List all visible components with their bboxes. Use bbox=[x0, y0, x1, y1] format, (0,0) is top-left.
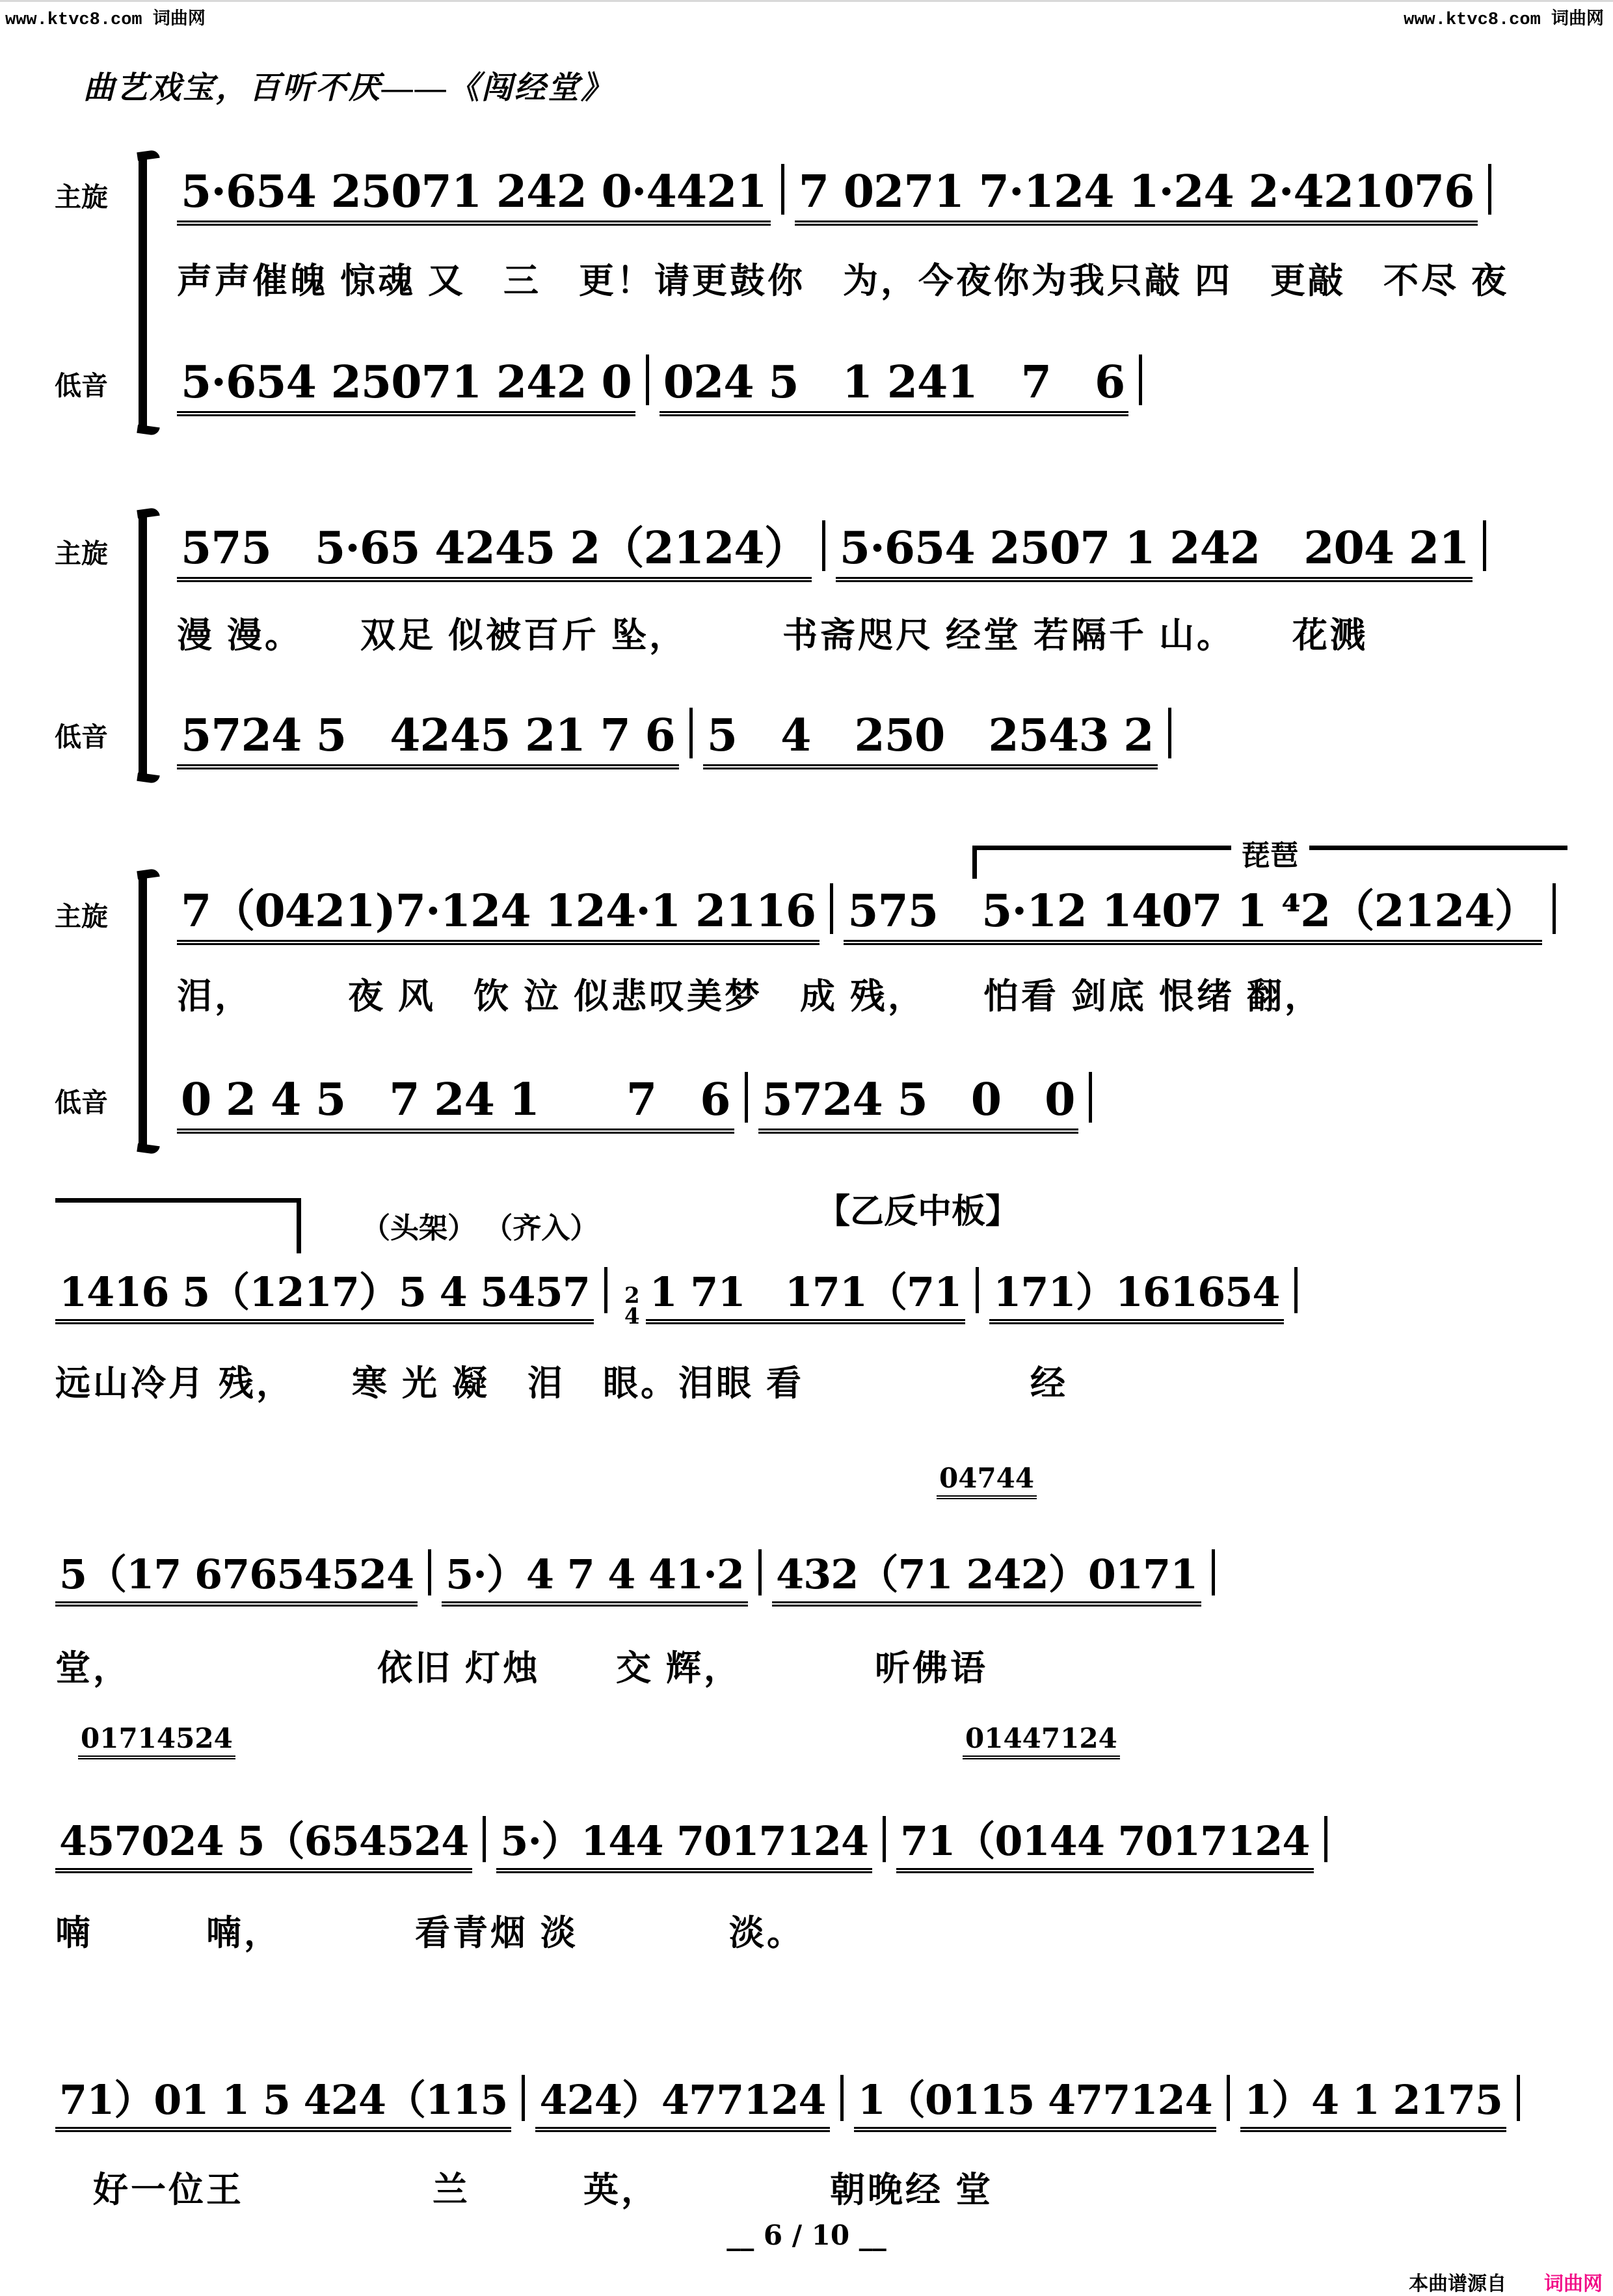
barline bbox=[1227, 2075, 1230, 2121]
barline bbox=[1517, 2075, 1520, 2121]
barline bbox=[1488, 164, 1491, 215]
measure: 575 5·65 4245 2（2124） bbox=[177, 525, 812, 582]
barline bbox=[840, 2075, 844, 2121]
measure: 7 0271 7·124 1·24 2·421076 bbox=[795, 168, 1478, 226]
barline bbox=[689, 708, 693, 758]
measure: 1 71 171（71 bbox=[646, 1271, 966, 1324]
barline bbox=[1324, 1816, 1327, 1862]
page-number: __ 6 / 10 __ bbox=[727, 2219, 886, 2251]
measure: 71（0144 7017124 bbox=[896, 1820, 1313, 1873]
measure: 1）4 1 2175 bbox=[1240, 2079, 1506, 2132]
ossia-figure: 01714524 bbox=[78, 1725, 235, 1759]
barline bbox=[822, 520, 825, 571]
notation-main-2 bbox=[177, 520, 1497, 582]
barline bbox=[483, 1816, 486, 1862]
pipa-bracket-end bbox=[55, 1198, 301, 1203]
barline bbox=[522, 2075, 525, 2121]
barline bbox=[976, 1267, 979, 1313]
pipa-label: 琵琶 bbox=[1231, 832, 1309, 874]
credit-site-name: 词曲网 bbox=[1544, 2273, 1603, 2295]
barline bbox=[428, 1549, 431, 1595]
system-brace bbox=[139, 514, 147, 777]
barline bbox=[604, 1267, 607, 1313]
measure: 424）477124 bbox=[535, 2079, 829, 2132]
barline bbox=[781, 164, 784, 215]
measure: 5 4 250 2543 2 bbox=[703, 712, 1158, 769]
lyrics-line-5: 堂， 依旧 灯烛 交 辉， 听佛语 bbox=[55, 1649, 989, 1688]
lyrics-line-1: 声声催魄 惊魂 又 三 更！请更鼓你 为，今夜你为我只敲 四 更敲 不尽 夜 bbox=[177, 261, 1510, 300]
measure: 5·）144 7017124 bbox=[496, 1820, 872, 1873]
notation-main-3 bbox=[177, 883, 1566, 945]
stage-direction-note: （头架） （齐入） bbox=[362, 1212, 599, 1244]
lyrics-line-4: 远山冷月 残， 寒 光 凝 泪 眼。泪眼 看 经 bbox=[55, 1364, 1069, 1403]
measure: 5724 5 0 0 bbox=[758, 1076, 1079, 1134]
measure: 5724 5 4245 21 7 6 bbox=[177, 712, 679, 769]
notation-bass-2 bbox=[177, 708, 1182, 769]
page-edge bbox=[0, 0, 1613, 2]
measure: 1（0115 477124 bbox=[854, 2079, 1216, 2132]
notation-line-5 bbox=[55, 1549, 1225, 1607]
part-label-bass: 低音 bbox=[55, 722, 108, 752]
measure: 5·654 25071 242 0 bbox=[177, 359, 635, 416]
barline bbox=[883, 1816, 886, 1862]
measure: 575 5·12 1407 1 ⁴2（2124） bbox=[844, 888, 1542, 945]
measure: 457024 5（654524 bbox=[55, 1820, 472, 1873]
barline bbox=[646, 354, 649, 405]
barline bbox=[1553, 883, 1556, 934]
measure: 5·654 25071 242 0·4421 bbox=[177, 168, 771, 226]
barline bbox=[1139, 354, 1142, 405]
system-brace bbox=[139, 875, 147, 1148]
lyrics-line-3: 泪， 夜 风 饮 泣 似悲叹美梦 成 残， 怕看 剑底 恨绪 翻， bbox=[177, 977, 1323, 1016]
watermark-top-right: www.ktvc8.com 词曲网 bbox=[1404, 10, 1604, 30]
measure: 5·654 2507 1 242 204 21 bbox=[836, 525, 1473, 582]
lyrics-line-6: 喃 喃， 看青烟 淡 淡。 bbox=[55, 1914, 805, 1953]
notation-main-1 bbox=[177, 164, 1502, 226]
pipa-passage-bracket bbox=[972, 840, 1567, 872]
part-label-bass: 低音 bbox=[55, 1088, 108, 1117]
lyrics-line-2: 漫 漫。 双足 似被百斤 坠， 书斋咫尺 经堂 若隔千 山。 花溅 bbox=[177, 616, 1368, 655]
barline bbox=[1483, 520, 1486, 571]
notation-line-4 bbox=[55, 1267, 1308, 1328]
notation-line-7 bbox=[55, 2075, 1530, 2132]
time-signature: 2 4 bbox=[624, 1283, 639, 1330]
notation-bass-3 bbox=[177, 1072, 1102, 1134]
part-label-main: 主旋 bbox=[55, 901, 108, 931]
barline bbox=[1294, 1267, 1298, 1313]
measure: 024 5 1 241 7 6 bbox=[660, 359, 1129, 416]
barline bbox=[1212, 1549, 1215, 1595]
barline bbox=[758, 1549, 762, 1595]
section-mark-yifan-zhongban: 【乙反中板】 bbox=[816, 1193, 1020, 1231]
barline bbox=[830, 883, 833, 934]
system-brace bbox=[139, 156, 147, 429]
page-title: 曲艺戏宝，百听不厌——《闯经堂》 bbox=[83, 71, 615, 105]
measure: 7（0421)7·124 124·1 2116 bbox=[177, 888, 820, 945]
barline bbox=[1168, 708, 1171, 758]
measure: 0 2 4 5 7 24 1 7 6 bbox=[177, 1076, 734, 1134]
barline bbox=[1089, 1072, 1092, 1123]
measure: 1416 5（1217）5 4 5457 bbox=[55, 1271, 594, 1324]
part-label-bass: 低音 bbox=[55, 371, 108, 401]
credit-text: 本曲谱源自 bbox=[1409, 2273, 1506, 2295]
ossia-figure: 01447124 bbox=[963, 1725, 1120, 1759]
measure: 5（17 67654524 bbox=[55, 1553, 418, 1607]
lyrics-line-7: 好一位王 兰 英， 朝晚经 堂 bbox=[55, 2170, 994, 2209]
notation-line-6 bbox=[55, 1816, 1338, 1873]
ossia-figure: 04744 bbox=[937, 1465, 1037, 1499]
watermark-top-left: www.ktvc8.com 词曲网 bbox=[5, 10, 206, 30]
measure: 432（71 242）0171 bbox=[772, 1553, 1201, 1607]
part-label-main: 主旋 bbox=[55, 182, 108, 212]
barline bbox=[745, 1072, 748, 1123]
measure: 71）01 1 5 424（115 bbox=[55, 2079, 511, 2132]
measure: 171）161654 bbox=[989, 1271, 1283, 1324]
measure: 5·）4 7 4 41·2 bbox=[442, 1553, 748, 1607]
notation-bass-1 bbox=[177, 354, 1153, 416]
source-credit bbox=[1398, 2245, 1603, 2296]
part-label-main: 主旋 bbox=[55, 539, 108, 568]
